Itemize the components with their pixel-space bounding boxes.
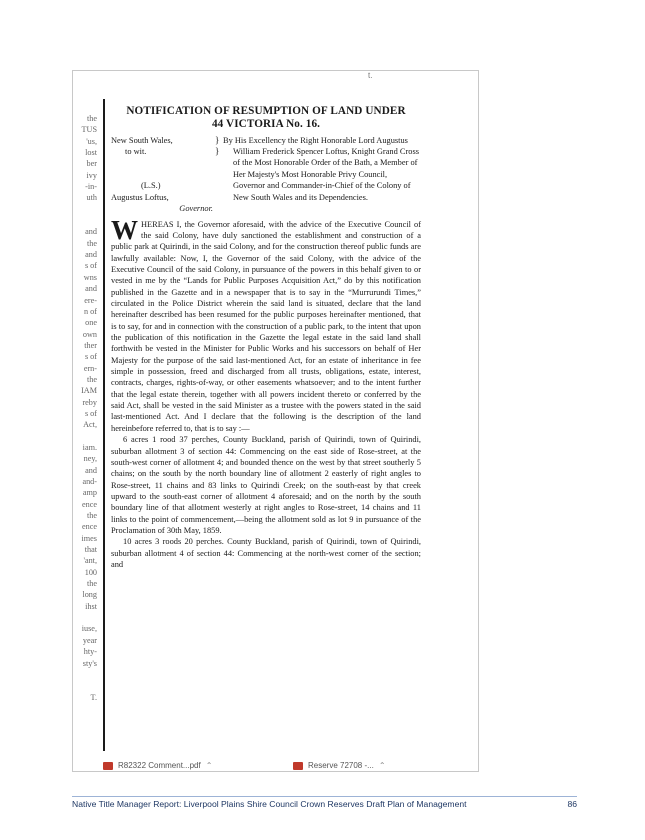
cropped-fragment: ney, bbox=[83, 454, 97, 464]
brace-icon: } } bbox=[215, 134, 220, 156]
cropped-fragment: the bbox=[86, 238, 97, 248]
chevron-up-icon[interactable]: ⌃ bbox=[378, 761, 386, 770]
headline-line-2: 44 VICTORIA No. 16. bbox=[211, 117, 321, 130]
paragraph-resumption bbox=[111, 214, 421, 435]
download-item-1-label: R82322 Comment...pdf bbox=[118, 761, 201, 770]
download-item-2[interactable] bbox=[293, 761, 386, 770]
cropped-fragment: iam. bbox=[82, 442, 97, 452]
notice-body bbox=[111, 214, 421, 571]
proclamation-left bbox=[111, 135, 215, 215]
cropped-fragment: the bbox=[86, 114, 97, 123]
cropped-fragment: ern- bbox=[83, 363, 97, 373]
dropcap-letter: W bbox=[111, 214, 138, 245]
cropped-fragment: and bbox=[85, 465, 97, 475]
cropped-fragment: ihst bbox=[85, 601, 97, 611]
cropped-fragment: imes bbox=[81, 533, 97, 543]
pdf-icon bbox=[293, 762, 303, 770]
cropped-fragment: that bbox=[84, 545, 97, 555]
seal-mark: (L.S.) bbox=[141, 181, 161, 191]
cropped-fragment: 100 bbox=[84, 567, 97, 577]
cropped-fragment bbox=[75, 431, 97, 442]
cropped-fragment: ivy bbox=[86, 170, 97, 180]
to-wit: to wit. bbox=[125, 147, 147, 156]
cropped-fragment: 'us, bbox=[86, 136, 97, 146]
cropped-fragment: and- bbox=[82, 477, 97, 486]
cropped-fragment: n of bbox=[84, 306, 97, 316]
cropped-fragment bbox=[75, 215, 97, 226]
cropped-fragment: 'ant, bbox=[83, 556, 97, 566]
cropped-fragment: uth bbox=[86, 193, 97, 203]
cropped-fragment: and bbox=[85, 227, 97, 237]
cropped-fragment: lost bbox=[85, 148, 97, 158]
cropped-fragment: own bbox=[82, 329, 97, 339]
chevron-up-icon[interactable]: ⌃ bbox=[205, 761, 213, 770]
cropped-fragment: reby bbox=[82, 397, 97, 407]
cropped-fragment: the bbox=[86, 579, 97, 589]
cropped-fragment: -in- bbox=[85, 182, 97, 192]
footer-title: Native Title Manager Report: Liverpool Plains Shire Council Crown Reserves Draft Plan of Management bbox=[72, 799, 467, 809]
scanned-gazette-page bbox=[72, 70, 479, 772]
column-rule bbox=[103, 99, 105, 751]
cropped-fragment: iuse, bbox=[81, 624, 97, 634]
cropped-fragment: ere- bbox=[84, 295, 97, 305]
cropped-fragment: sty's bbox=[82, 658, 97, 668]
cropped-fragment: IAM bbox=[81, 386, 97, 396]
cropped-fragment: s of bbox=[84, 261, 97, 271]
cropped-fragment bbox=[75, 612, 97, 623]
cropped-fragment: one bbox=[85, 318, 97, 328]
headline-line-1: NOTIFICATION OF RESUMPTION OF LAND UNDER bbox=[126, 105, 406, 117]
page-number: 86 bbox=[567, 799, 577, 809]
download-item-1[interactable] bbox=[103, 761, 212, 770]
state-name: New South Wales, bbox=[111, 135, 173, 145]
cropped-fragment: and bbox=[85, 284, 97, 294]
scan-top-mark: t. bbox=[368, 71, 373, 80]
cropped-fragment: and bbox=[85, 250, 97, 260]
cropped-fragment: ence bbox=[82, 499, 97, 509]
governor-signature: Augustus Loftus, bbox=[111, 192, 169, 202]
cropped-fragment: wns bbox=[83, 272, 97, 282]
cropped-fragment bbox=[75, 669, 97, 680]
cropped-fragment: the bbox=[86, 511, 97, 521]
cropped-fragment: year bbox=[82, 635, 97, 645]
cropped-fragment: s of bbox=[84, 352, 97, 362]
cropped-fragment: TUS bbox=[81, 125, 97, 135]
download-item-2-label: Reserve 72708 -... bbox=[308, 761, 374, 770]
paragraph-land-description-1: 6 acres 1 rood 37 perches, County Buckland, parish of Quirindi, town of Quirindi, suburban allotment 3 of section 44: Commencing on the east side of Rose-street, at the south-west corner of allotment 4; and bounded thence on the west by that street southerly 5 chains; on the south by the north boundary line of allotment 2 easterly of right angles to Rose-street, 11 chains and 83 links to Quirindi Creek; on the south-east by that creek upward to the south-east corner of allotment 4 aforesaid; and on the north by the south boundary line of that allotment westerly at right angles to Rose-street, 14 chains and 11 links to the point of commencement,—being the allotment sold as lot 9 in pursuance of the Proclamation of 30th May, 1859. bbox=[111, 435, 421, 535]
cropped-fragment bbox=[75, 680, 97, 691]
cropped-fragment: amp bbox=[82, 488, 97, 498]
notice-headline bbox=[111, 105, 421, 131]
paragraph-resumption-text: HEREAS I, the Governor aforesaid, with the advice of the Executive Council of the said Colony, have duly sanctioned the establishment and construction of a public park at Quirindi, in the said Colony, and for the construction thereof public funds are lawfully available: Now, I, the Governor of the said Colony, with the advice of the Executive Council of the said Colony, in pursuance of the powers in this behalf given to or vested in me by the “Lands for Public Purposes Acquisition Act,” do by this notification published in the Gazette and in a newspaper that is to say in the “Murrurundi Times,” circulated in the Police District wherein the said land is situated, declare that the land hereinafter described has been resumed for the public purposes hereinafter mentioned, that is to say, for and in connection with the construction of a public park, to the intent that upon the publication of this notification in the Gazette the legal estate in the said land shall forthwith be vested in the Minister for Public Works and his successors on behalf of Her Majesty for the purpose of the said last-mentioned Act, for an estate of inheritance in fee simple in possession, freed and discharged from all trusts, obligations, estate, interest, contracts, charges, rights-of-way, or other easements whatsoever; and to the intent further that the legal estate therein, together with all powers incident thereto or conferred by the said Act, shall be vested in the said Minister as a trustee with the powers stated in the said last-mentioned Act. And I declare that the following is the description of the land hereinbefore referred to, that is to say :— bbox=[111, 219, 421, 433]
report-footer bbox=[72, 796, 577, 809]
cropped-fragment bbox=[75, 204, 97, 215]
cropped-fragment: ence bbox=[82, 522, 97, 532]
cropped-fragment: ber bbox=[86, 159, 97, 169]
cropped-fragment: ther bbox=[84, 340, 97, 350]
notice-column bbox=[111, 105, 421, 570]
cropped-fragment: Act, bbox=[83, 420, 97, 430]
paragraph-land-description-2: 10 acres 3 roods 20 perches. County Buckland, parish of Quirindi, town of Quirindi, suburban allotment 4 of section 44: Commencing at the north-west corner of the section; and bbox=[111, 537, 421, 569]
cropped-fragment: the bbox=[86, 374, 97, 384]
cropped-left-column bbox=[75, 113, 97, 703]
governor-title: Governor. bbox=[179, 204, 213, 214]
proclamation-text: By His Excellency the Right Honorable Lord Augustus William Frederick Spencer Loftus, Knight Grand Cross of the Most Honorable Order of the Bath, a Member of Her Majesty's Most Honorable Privy Council, Governor and Commander-in-Chief of the Colony of New South Wales and its Dependencies. bbox=[223, 135, 419, 202]
cropped-fragment: s of bbox=[84, 408, 97, 418]
pdf-icon bbox=[103, 762, 113, 770]
proclamation-block bbox=[111, 135, 421, 215]
cropped-fragment: T. bbox=[90, 692, 97, 702]
cropped-fragment: long bbox=[82, 590, 97, 600]
cropped-fragment: hty- bbox=[83, 647, 97, 657]
download-bar bbox=[99, 757, 459, 771]
